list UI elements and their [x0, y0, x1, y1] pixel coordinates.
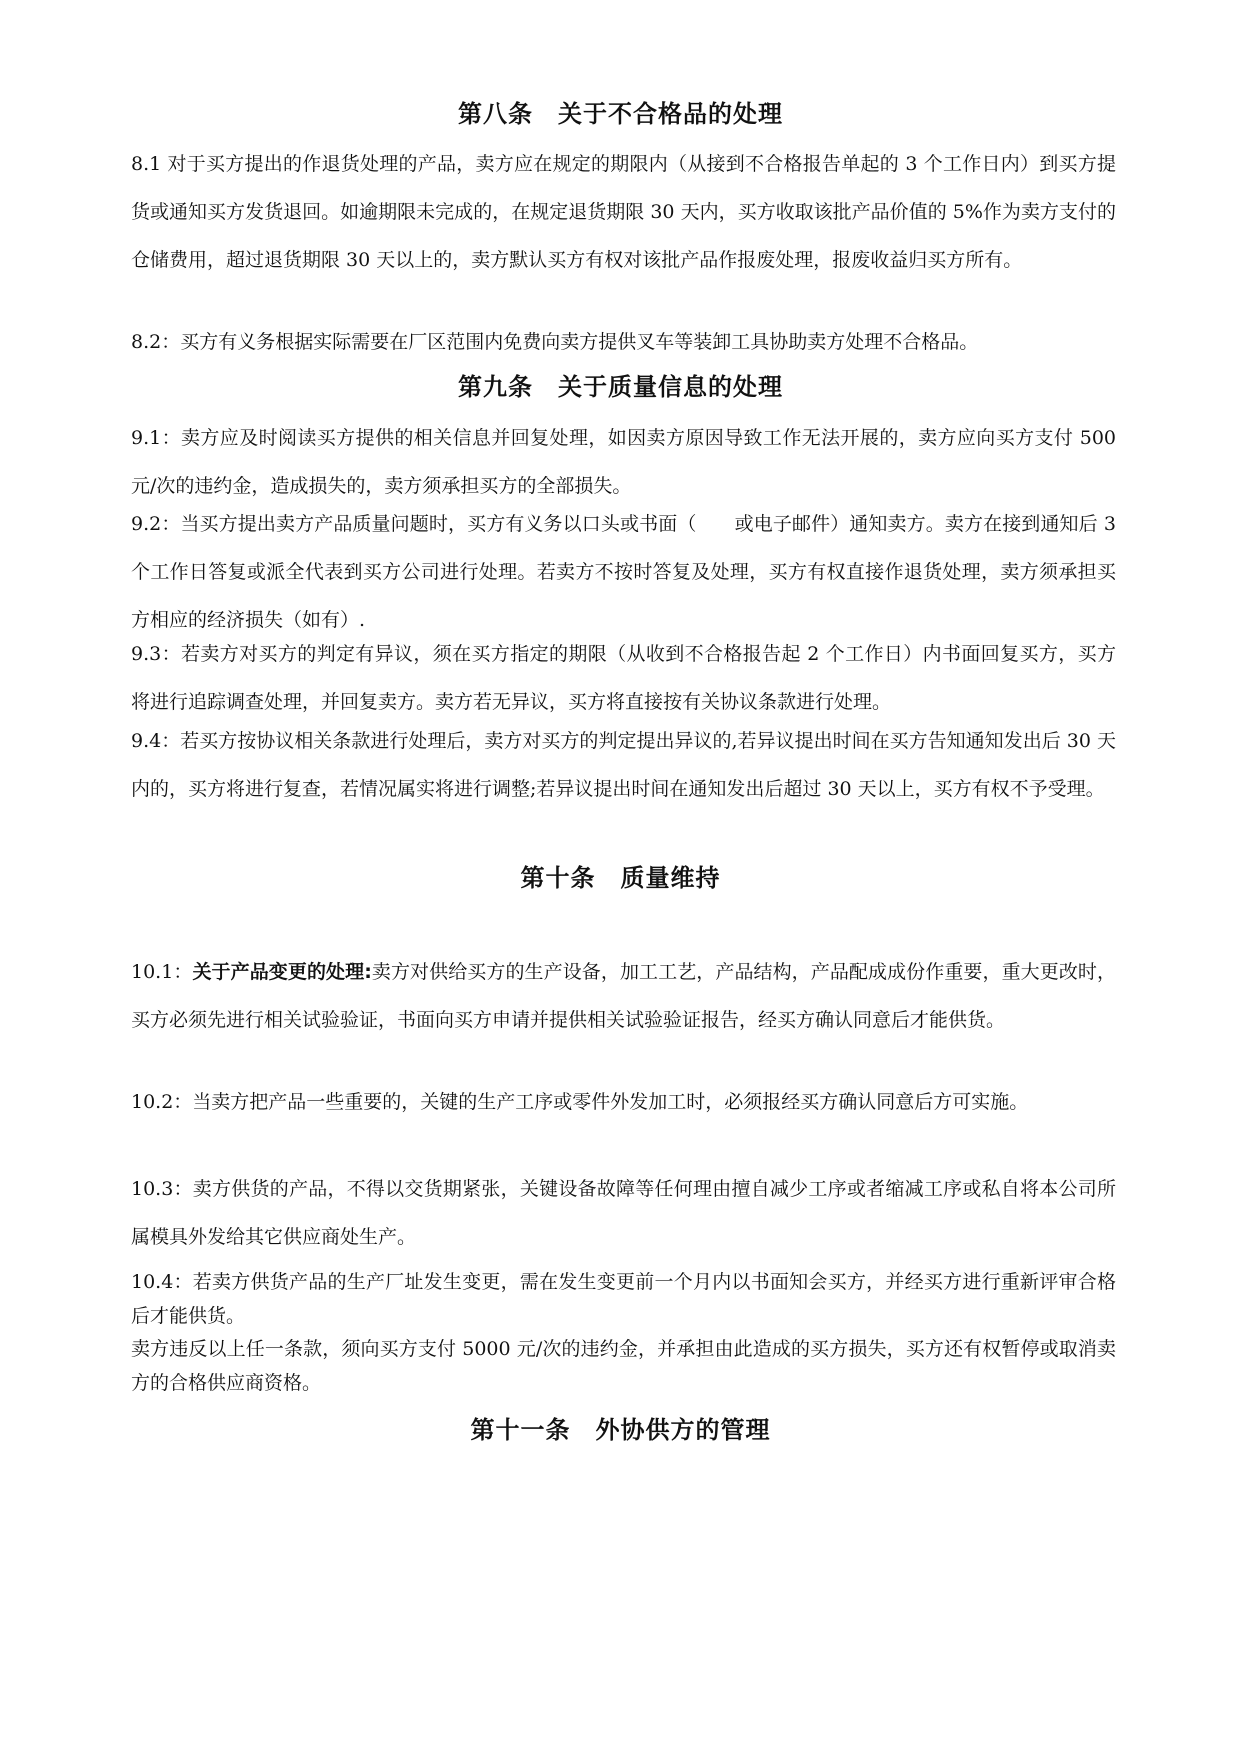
clause-10-penalty: 卖方违反以上任一条款，须向买方支付 5000 元/次的违约金，并承担由此造成的买方损失，买方还有权暂停或取消卖方的合格供应商资格。 — [131, 1338, 1116, 1394]
clause-10-4: 10.4：若卖方供货产品的生产厂址发生变更，需在发生变更前一个月内以书面知会买方，并经买方进行重新评审合格后才能供货。 — [131, 1271, 1116, 1327]
clause-10-3: 10.3：卖方供货的产品，不得以交货期紧张，关键设备故障等任何理由擅自减少工序或者缩减工序或私自将本公司所属模具外发给其它供应商处生产。 — [131, 1178, 1116, 1248]
clause-9-3: 9.3：若卖方对买方的判定有异议，须在买方指定的期限（从收到不合格报告起 2 个工作日）内书面回复买方，买方将进行追踪调查处理，并回复卖方。卖方若无异议，买方将直接按有关协议条款进行处理。 — [131, 643, 1116, 713]
article-8-heading: 第八条 关于不合格品的处理 — [458, 100, 783, 128]
article-11-heading: 第十一条 外协供方的管理 — [470, 1416, 771, 1444]
clause-8-1: 8.1 对于买方提出的作退货处理的产品，卖方应在规定的期限内（从接到不合格报告单起的 3 个工作日内）到买方提货或通知买方发货退回。如逾期限未完成的，在规定退货期限 30 天内，买方收取该批产品价值的 5%作为卖方支付的仓储费用，超过退货期限 30 天以上的，卖方默认买方有权对该批产品作报废处理，报废收益归买方所有。 — [131, 153, 1116, 271]
article-10-heading: 第十条 质量维持 — [520, 864, 721, 892]
clause-8-2: 8.2：买方有义务根据实际需要在厂区范围内免费向卖方提供叉车等装卸工具协助卖方处理不合格品。 — [131, 331, 979, 353]
clause-10-1-title: 关于产品变更的处理: — [192, 961, 372, 983]
clause-9-2: 9.2：当买方提出卖方产品质量问题时，买方有义务以口头或书面（ 或电子邮件）通知卖方。卖方在接到通知后 3 个工作日答复或派全代表到买方公司进行处理。若卖方不按时答复及处理，买方有权直接作退货处理，卖方须承担买方相应的经济损失（如有）. — [131, 513, 1116, 631]
clause-10-1-label: 10.1： — [131, 961, 193, 983]
clause-10-1 — [131, 948, 1116, 1044]
clause-10-1-text: 卖方对供给买方的生产设备，加工工艺，产品结构，产品配成成份作重要，重大更改时，买方必须先进行相关试验验证，书面向买方申请并提供相关试验验证报告，经买方确认同意后才能供货。 — [131, 961, 1116, 1031]
clause-9-1: 9.1：卖方应及时阅读买方提供的相关信息并回复处理，如因卖方原因导致工作无法开展的，卖方应向买方支付 500 元/次的违约金，造成损失的，卖方须承担买方的全部损失。 — [131, 427, 1116, 497]
clause-10-2: 10.2：当卖方把产品一些重要的，关键的生产工序或零件外发加工时，必须报经买方确认同意后方可实施。 — [131, 1091, 1029, 1113]
clause-9-4: 9.4：若买方按协议相关条款进行处理后，卖方对买方的判定提出异议的,若异议提出时间在买方告知通知发出后 30 天内的，买方将进行复查，若情况属实将进行调整;若异议提出时间在通知发出后超过 30 天以上，买方有权不予受理。 — [131, 730, 1116, 800]
article-9-heading: 第九条 关于质量信息的处理 — [458, 373, 783, 401]
